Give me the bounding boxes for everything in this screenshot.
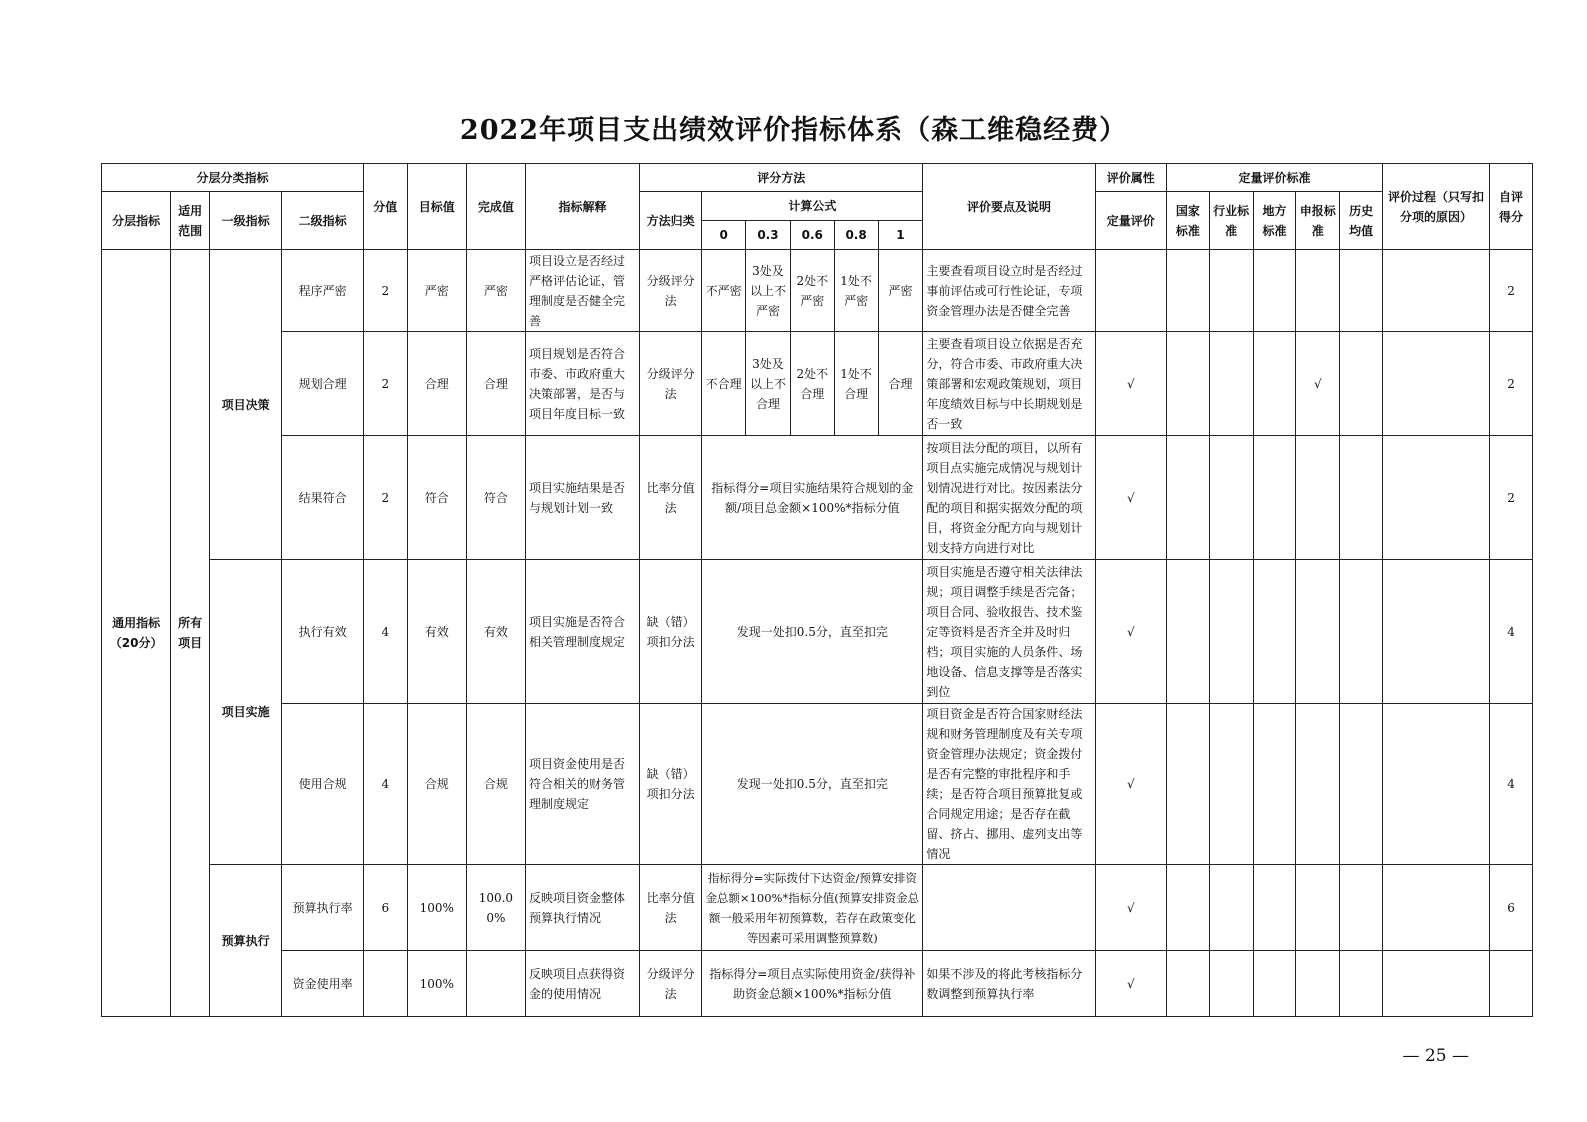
indicator-explain: 反映项目资金整体预算执行情况 xyxy=(525,865,639,951)
indicator-name: 使用合规 xyxy=(282,704,364,865)
local-check xyxy=(1253,436,1296,560)
industry-check xyxy=(1209,865,1253,951)
indicator-table xyxy=(101,163,1533,1017)
header-national: 国家标准 xyxy=(1166,192,1209,250)
grade-08: 1处不严密 xyxy=(834,250,878,332)
level-cell: 通用指标（20分） xyxy=(102,250,171,1017)
indicator-target: 100% xyxy=(407,951,466,1017)
grade-08: 1处不合理 xyxy=(834,332,878,436)
header-industry: 行业标准 xyxy=(1209,192,1253,250)
grade-0: 不严密 xyxy=(702,250,746,332)
table-row xyxy=(102,951,1533,1017)
historical-check xyxy=(1340,436,1383,560)
indicator-score: 2 xyxy=(363,332,407,436)
header-process: 评价过程（只写扣分项的原因） xyxy=(1383,164,1490,250)
indicator-target: 合规 xyxy=(407,704,466,865)
historical-check xyxy=(1340,560,1383,704)
historical-check xyxy=(1340,865,1383,951)
indicator-done: 合规 xyxy=(466,704,525,865)
grade-03: 3处及以上不严密 xyxy=(746,250,791,332)
grade-06: 2处不严密 xyxy=(790,250,834,332)
indicator-score: 4 xyxy=(363,704,407,865)
indicator-formula: 发现一处扣0.5分，直至扣完 xyxy=(702,560,923,704)
indicator-target: 严密 xyxy=(407,250,466,332)
header-grade-03: 0.3 xyxy=(746,221,791,250)
historical-check xyxy=(1340,332,1383,436)
indicator-name: 执行有效 xyxy=(282,560,364,704)
indicator-explain: 项目规划是否符合市委、市政府重大决策部署，是否与项目年度目标一致 xyxy=(525,332,639,436)
header-grade-1: 1 xyxy=(878,221,923,250)
indicator-method: 分级评分法 xyxy=(640,250,702,332)
self-score xyxy=(1490,951,1533,1017)
indicator-notes: 按项目法分配的项目，以所有项目点实施完成情况与规划计划情况进行对比。按因素法分配的项目和据实据效分配的项目，将资金分配方向与规划计划支持方向进行对比 xyxy=(923,436,1095,560)
indicator-explain: 反映项目点获得资金的使用情况 xyxy=(525,951,639,1017)
local-check xyxy=(1253,865,1296,951)
quant-check xyxy=(1095,250,1166,332)
indicator-notes xyxy=(923,865,1095,951)
national-check xyxy=(1166,250,1209,332)
indicator-score: 6 xyxy=(363,865,407,951)
declared-check xyxy=(1296,951,1340,1017)
declared-check xyxy=(1296,436,1340,560)
process-cell xyxy=(1383,250,1490,332)
historical-check xyxy=(1340,704,1383,865)
category-implementation: 项目实施 xyxy=(210,560,282,865)
header-target-value: 目标值 xyxy=(407,164,466,250)
quant-check: √ xyxy=(1095,704,1166,865)
indicator-score: 2 xyxy=(363,250,407,332)
category-budget: 预算执行 xyxy=(210,865,282,1017)
indicator-notes: 如果不涉及的将此考核指标分数调整到预算执行率 xyxy=(923,951,1095,1017)
grade-1: 合理 xyxy=(878,332,923,436)
historical-check xyxy=(1340,250,1383,332)
indicator-done: 有效 xyxy=(466,560,525,704)
indicator-score xyxy=(363,951,407,1017)
local-check xyxy=(1253,951,1296,1017)
header-second-level: 二级指标 xyxy=(282,192,364,250)
indicator-target: 合理 xyxy=(407,332,466,436)
indicator-formula: 指标得分=项目点实际使用资金/获得补助资金总额×100%*指标分值 xyxy=(702,951,923,1017)
industry-check xyxy=(1209,250,1253,332)
indicator-target: 有效 xyxy=(407,560,466,704)
process-cell xyxy=(1383,332,1490,436)
quant-check: √ xyxy=(1095,951,1166,1017)
indicator-name: 结果符合 xyxy=(282,436,364,560)
self-score: 4 xyxy=(1490,704,1533,865)
declared-check xyxy=(1296,250,1340,332)
header-historical: 历史均值 xyxy=(1340,192,1383,250)
page-number: — 25 — xyxy=(1402,1046,1469,1066)
grade-0: 不合理 xyxy=(702,332,746,436)
indicator-name: 预算执行率 xyxy=(282,865,364,951)
national-check xyxy=(1166,332,1209,436)
declared-check: √ xyxy=(1296,332,1340,436)
indicator-done: 100.00% xyxy=(466,865,525,951)
table-row xyxy=(102,436,1533,560)
quant-check: √ xyxy=(1095,332,1166,436)
header-layered-indicators: 分层分类指标 xyxy=(102,164,364,192)
industry-check xyxy=(1209,560,1253,704)
table-row xyxy=(102,560,1533,704)
self-score: 2 xyxy=(1490,332,1533,436)
header-scoring-method: 评分方法 xyxy=(640,164,923,192)
process-cell xyxy=(1383,865,1490,951)
indicator-done: 合理 xyxy=(466,332,525,436)
self-score: 2 xyxy=(1490,436,1533,560)
table-row xyxy=(102,865,1533,951)
national-check xyxy=(1166,704,1209,865)
national-check xyxy=(1166,436,1209,560)
indicator-done xyxy=(466,951,525,1017)
indicator-explain: 项目设立是否经过严格评估论证，管理制度是否健全完善 xyxy=(525,250,639,332)
header-grade-06: 0.6 xyxy=(790,221,834,250)
scope-cell: 所有项目 xyxy=(171,250,210,1017)
header-method-type: 方法归类 xyxy=(640,192,702,250)
indicator-target: 符合 xyxy=(407,436,466,560)
indicator-notes: 项目实施是否遵守相关法律法规；项目调整手续是否完备；项目合同、验收报告、技术鉴定等资料是否齐全并及时归档；项目实施的人员条件、场地设备、信息支撑等是否落实到位 xyxy=(923,560,1095,704)
header-quant-standard: 定量评价标准 xyxy=(1166,164,1382,192)
indicator-method: 比率分值法 xyxy=(640,436,702,560)
header-grade-08: 0.8 xyxy=(834,221,878,250)
self-score: 2 xyxy=(1490,250,1533,332)
indicator-notes: 主要查看项目设立依据是否充分，符合市委、市政府重大决策部署和宏观政策规划，项目年度绩效目标与中长期规划是否一致 xyxy=(923,332,1095,436)
indicator-method: 缺（错）项扣分法 xyxy=(640,704,702,865)
indicator-formula: 发现一处扣0.5分，直至扣完 xyxy=(702,704,923,865)
category-decision: 项目决策 xyxy=(210,250,282,560)
header-first-level: 一级指标 xyxy=(210,192,282,250)
table-row xyxy=(102,250,1533,332)
indicator-name: 规划合理 xyxy=(282,332,364,436)
indicator-name: 资金使用率 xyxy=(282,951,364,1017)
indicator-method: 分级评分法 xyxy=(640,332,702,436)
indicator-name: 程序严密 xyxy=(282,250,364,332)
header-explanation: 指标解释 xyxy=(525,164,639,250)
industry-check xyxy=(1209,332,1253,436)
national-check xyxy=(1166,560,1209,704)
national-check xyxy=(1166,951,1209,1017)
indicator-method: 分级评分法 xyxy=(640,951,702,1017)
industry-check xyxy=(1209,704,1253,865)
header-level: 分层指标 xyxy=(102,192,171,250)
declared-check xyxy=(1296,865,1340,951)
header-formula: 计算公式 xyxy=(702,192,923,221)
indicator-notes: 项目资金是否符合国家财经法规和财务管理制度及有关专项资金管理办法规定；资金拨付是否有完整的审批程序和手续；是否符合项目预算批复或合同规定用途；是否存在截留、挤占、挪用、虚列支出等情况 xyxy=(923,704,1095,865)
local-check xyxy=(1253,560,1296,704)
historical-check xyxy=(1340,951,1383,1017)
process-cell xyxy=(1383,704,1490,865)
header-scope: 适用范围 xyxy=(171,192,210,250)
indicator-target: 100% xyxy=(407,865,466,951)
industry-check xyxy=(1209,951,1253,1017)
indicator-score: 4 xyxy=(363,560,407,704)
indicator-formula: 指标得分=实际拨付下达资金/预算安排资金总额×100%*指标分值(预算安排资金总额一般采用年初预算数，若存在政策变化等因素可采用调整预算数) xyxy=(702,865,923,951)
indicator-score: 2 xyxy=(363,436,407,560)
local-check xyxy=(1253,704,1296,865)
process-cell xyxy=(1383,560,1490,704)
declared-check xyxy=(1296,560,1340,704)
process-cell xyxy=(1383,436,1490,560)
page-title: 2022年项目支出绩效评价指标体系（森工维稳经费） xyxy=(459,115,1128,146)
declared-check xyxy=(1296,704,1340,865)
grade-03: 3处及以上不合理 xyxy=(746,332,791,436)
header-attribute: 评价属性 xyxy=(1095,164,1166,192)
indicator-explain: 项目实施是否符合相关管理制度规定 xyxy=(525,560,639,704)
grade-06: 2处不合理 xyxy=(790,332,834,436)
header-completion-value: 完成值 xyxy=(466,164,525,250)
indicator-explain: 项目资金使用是否符合相关的财务管理制度规定 xyxy=(525,704,639,865)
self-score: 4 xyxy=(1490,560,1533,704)
table-row xyxy=(102,704,1533,865)
indicator-done: 符合 xyxy=(466,436,525,560)
header-key-points: 评价要点及说明 xyxy=(923,164,1095,250)
header-declared: 申报标准 xyxy=(1296,192,1340,250)
local-check xyxy=(1253,250,1296,332)
header-self-score: 自评得分 xyxy=(1490,164,1533,250)
indicator-done: 严密 xyxy=(466,250,525,332)
local-check xyxy=(1253,332,1296,436)
header-grade-0: 0 xyxy=(702,221,746,250)
table-row xyxy=(102,332,1533,436)
header-quantitative: 定量评价 xyxy=(1095,192,1166,250)
indicator-notes: 主要查看项目设立时是否经过事前评估或可行性论证，专项资金管理办法是否健全完善 xyxy=(923,250,1095,332)
quant-check: √ xyxy=(1095,560,1166,704)
header-local: 地方标准 xyxy=(1253,192,1296,250)
indicator-method: 比率分值法 xyxy=(640,865,702,951)
indicator-formula: 指标得分=项目实施结果符合规划的金额/项目总金额×100%*指标分值 xyxy=(702,436,923,560)
process-cell xyxy=(1383,951,1490,1017)
indicator-explain: 项目实施结果是否与规划计划一致 xyxy=(525,436,639,560)
quant-check: √ xyxy=(1095,865,1166,951)
quant-check: √ xyxy=(1095,436,1166,560)
self-score: 6 xyxy=(1490,865,1533,951)
indicator-method: 缺（错）项扣分法 xyxy=(640,560,702,704)
national-check xyxy=(1166,865,1209,951)
industry-check xyxy=(1209,436,1253,560)
grade-1: 严密 xyxy=(878,250,923,332)
header-score-value: 分值 xyxy=(363,164,407,250)
